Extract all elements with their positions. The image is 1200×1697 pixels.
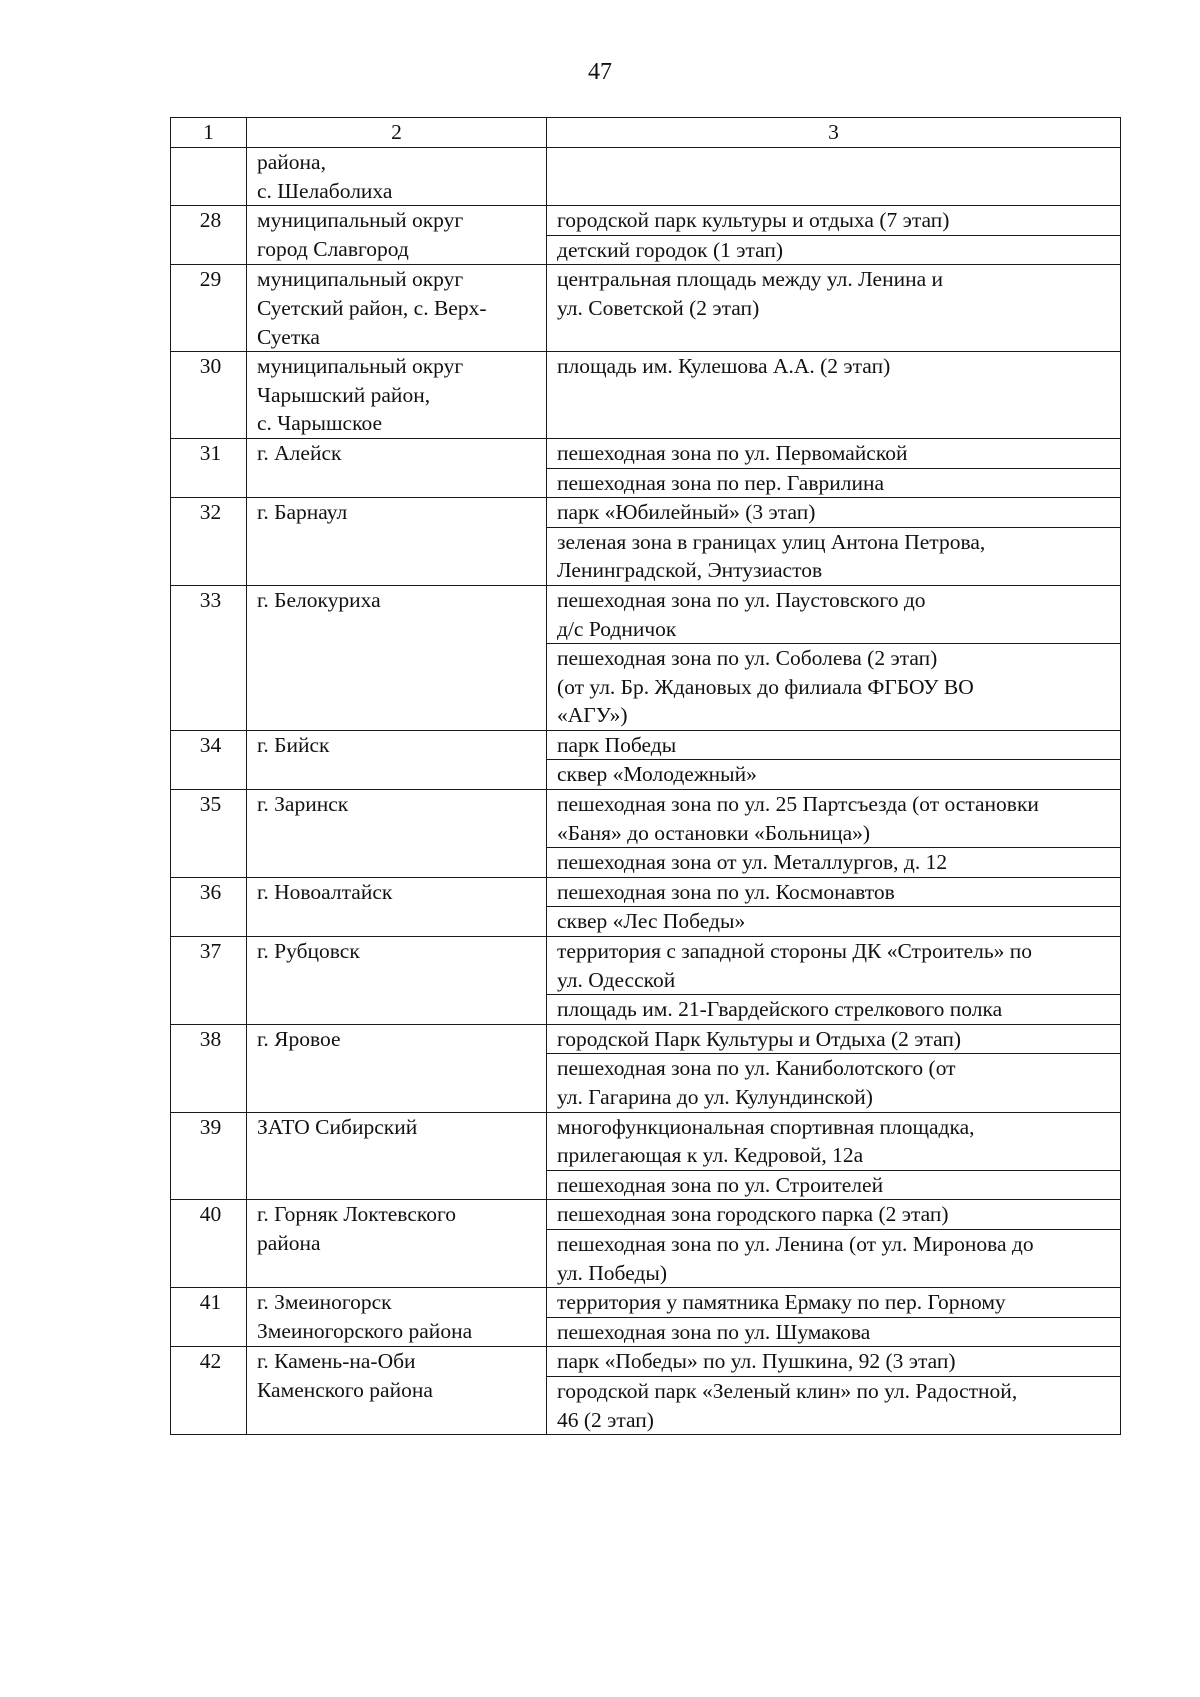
table-row: [171, 148, 1121, 206]
municipality-cell: г. Яровое: [247, 1024, 547, 1112]
municipality-cell: г. Змеиногорск Змеиногорского района: [247, 1288, 547, 1347]
table-row: [171, 1112, 1121, 1170]
objects-table: [170, 117, 1121, 1435]
object-cell: парк Победы: [547, 730, 1121, 760]
municipality-cell: г. Барнаул: [247, 498, 547, 586]
row-number-cell: 36: [171, 877, 247, 936]
municipality-cell: г. Бийск: [247, 730, 547, 789]
table-body: [171, 148, 1121, 1435]
row-number-cell: 34: [171, 730, 247, 789]
municipality-cell: г. Горняк Локтевского района: [247, 1200, 547, 1288]
table-row: [171, 1347, 1121, 1377]
row-number-cell: 37: [171, 937, 247, 1025]
table-row: [171, 206, 1121, 236]
municipality-cell: муниципальный округ Чарышский район, с. Чарышское: [247, 352, 547, 439]
municipality-cell: района, с. Шелаболиха: [247, 148, 547, 206]
object-cell: городской Парк Культуры и Отдыха (2 этап): [547, 1024, 1121, 1054]
object-cell: площадь им. Кулешова А.А. (2 этап): [547, 352, 1121, 439]
table-row: [171, 498, 1121, 528]
row-number-cell: 35: [171, 790, 247, 878]
object-cell: сквер «Лес Победы»: [547, 907, 1121, 937]
municipality-cell: муниципальный округ Суетский район, с. Верх-Суетка: [247, 265, 547, 352]
table-row: [171, 730, 1121, 760]
municipality-cell: г. Рубцовск: [247, 937, 547, 1025]
object-cell: парк «Победы» по ул. Пушкина, 92 (3 этап): [547, 1347, 1121, 1377]
table-row: [171, 1024, 1121, 1054]
object-cell: пешеходная зона по ул. Соболева (2 этап) (от ул. Бр. Ждановых до филиала ФГБОУ ВО «АГУ»): [547, 644, 1121, 731]
row-number-cell: 28: [171, 206, 247, 265]
municipality-cell: г. Заринск: [247, 790, 547, 878]
row-number-cell: 29: [171, 265, 247, 352]
municipality-cell: г. Новоалтайск: [247, 877, 547, 936]
object-cell: территория у памятника Ермаку по пер. Горному: [547, 1288, 1121, 1318]
object-cell: парк «Юбилейный» (3 этап): [547, 498, 1121, 528]
object-cell: пешеходная зона по пер. Гаврилина: [547, 468, 1121, 498]
object-cell: пешеходная зона по ул. Шумакова: [547, 1317, 1121, 1347]
row-number-cell: 39: [171, 1112, 247, 1200]
object-cell: зеленая зона в границах улиц Антона Петрова, Ленинградской, Энтузиастов: [547, 527, 1121, 585]
object-cell: пешеходная зона от ул. Металлургов, д. 12: [547, 848, 1121, 878]
object-cell: территория с западной стороны ДК «Строитель» по ул. Одесской: [547, 937, 1121, 995]
municipality-cell: муниципальный округ город Славгород: [247, 206, 547, 265]
object-cell: пешеходная зона по ул. Ленина (от ул. Миронова до ул. Победы): [547, 1229, 1121, 1287]
header-cell-number: 1: [171, 118, 247, 148]
header-cell-place: 2: [247, 118, 547, 148]
row-number-cell: 38: [171, 1024, 247, 1112]
object-cell: многофункциональная спортивная площадка, прилегающая к ул. Кедровой, 12а: [547, 1112, 1121, 1170]
table-row: [171, 937, 1121, 995]
object-cell: площадь им. 21-Гвардейского стрелкового полка: [547, 995, 1121, 1025]
table-row: [171, 790, 1121, 848]
row-number-cell: 41: [171, 1288, 247, 1347]
object-cell: детский городок (1 этап): [547, 235, 1121, 265]
page-number: 47: [588, 59, 612, 85]
row-number-cell: 32: [171, 498, 247, 586]
table-row: [171, 438, 1121, 468]
object-cell: пешеходная зона по ул. Строителей: [547, 1170, 1121, 1200]
row-number-cell: 31: [171, 438, 247, 497]
object-cell: пешеходная зона по ул. 25 Партсъезда (от остановки «Баня» до остановки «Больница»): [547, 790, 1121, 848]
object-cell: центральная площадь между ул. Ленина и ул. Советской (2 этап): [547, 265, 1121, 352]
object-cell: [547, 148, 1121, 206]
row-number-cell: 42: [171, 1347, 247, 1435]
object-cell: пешеходная зона по ул. Каниболотского (от ул. Гагарина до ул. Кулундинской): [547, 1054, 1121, 1112]
row-number-cell: [171, 148, 247, 206]
table-row: [171, 877, 1121, 907]
header-row: [171, 118, 1121, 148]
table-row: [171, 1288, 1121, 1318]
table-row: [171, 352, 1121, 439]
object-cell: пешеходная зона городского парка (2 этап): [547, 1200, 1121, 1230]
row-number-cell: 30: [171, 352, 247, 439]
municipality-cell: г. Камень-на-Оби Каменского района: [247, 1347, 547, 1435]
municipality-cell: ЗАТО Сибирский: [247, 1112, 547, 1200]
object-cell: сквер «Молодежный»: [547, 760, 1121, 790]
table-row: [171, 265, 1121, 352]
municipality-cell: г. Алейск: [247, 438, 547, 497]
object-cell: городской парк «Зеленый клин» по ул. Радостной, 46 (2 этап): [547, 1376, 1121, 1434]
header-cell-object: 3: [547, 118, 1121, 148]
table-row: [171, 1200, 1121, 1230]
object-cell: пешеходная зона по ул. Паустовского до д/с Родничок: [547, 585, 1121, 643]
table-row: [171, 585, 1121, 643]
object-cell: пешеходная зона по ул. Первомайской: [547, 438, 1121, 468]
municipality-cell: г. Белокуриха: [247, 585, 547, 730]
row-number-cell: 40: [171, 1200, 247, 1288]
object-cell: пешеходная зона по ул. Космонавтов: [547, 877, 1121, 907]
object-cell: городской парк культуры и отдыха (7 этап): [547, 206, 1121, 236]
row-number-cell: 33: [171, 585, 247, 730]
